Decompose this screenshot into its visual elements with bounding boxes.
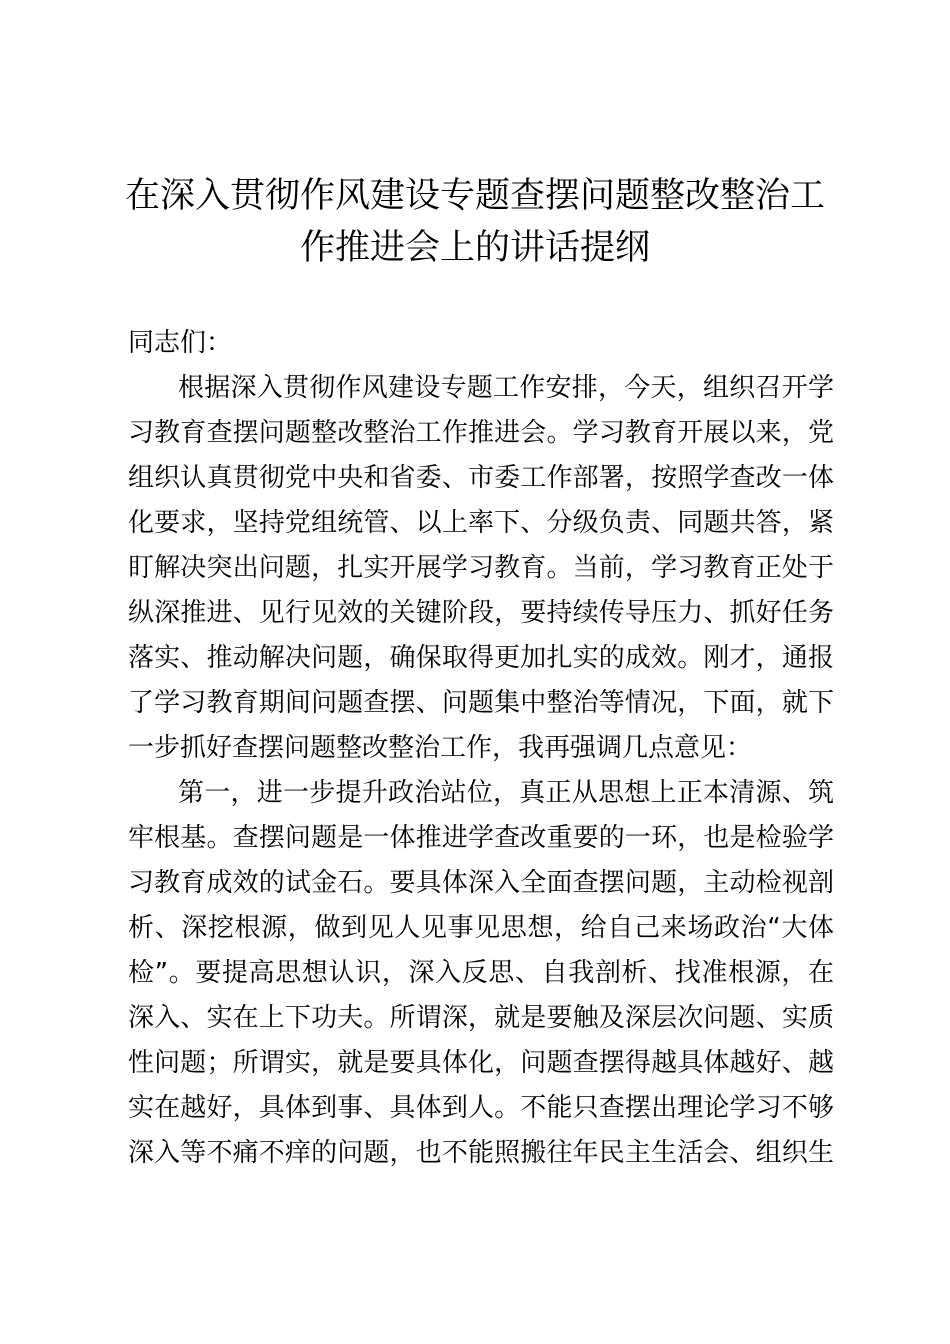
paragraph-line: 习教育成效的试金石。要具体深入全面查摆问题，主动检视剖 [128,868,834,898]
document-title [120,170,830,274]
paragraph-1 [128,366,834,771]
paragraph-line: 纵深推进、见行见效的关键阶段，要持续传导压力、抓好任务 [128,598,834,628]
salutation: 同志们： [128,328,233,358]
paragraph-line: 牢根基。查摆问题是一体推进学查改重要的一环，也是检验学 [128,823,834,853]
paragraph-line: 化要求，坚持党组统管、以上率下、分级负责、同题共答，紧 [128,508,834,538]
document-body [128,321,834,1176]
paragraph-line: 第一，进一步提升政治站位，真正从思想上正本清源、筑 [178,778,834,808]
title-line: 在深入贯彻作风建设专题查摆问题整改整治工 [124,176,825,216]
paragraph-line: 实在越好，具体到事、具体到人。不能只查摆出理论学习不够 [128,1093,834,1123]
paragraph-line: 析、深挖根源，做到见人见事见思想，给自己来场政治“大体 [128,913,834,943]
paragraph-line: 根据深入贯彻作风建设专题工作安排，今天，组织召开学 [178,373,834,403]
title-line: 作推进会上的讲话提纲 [299,228,650,268]
paragraph-line: 深入、实在上下功夫。所谓深，就是要触及深层次问题、实质 [128,1003,834,1033]
paragraph-line: 深入等不痛不痒的问题，也不能照搬往年民主生活会、组织生 [128,1138,834,1168]
paragraph-line: 一步抓好查摆问题整改整治工作，我再强调几点意见： [128,733,753,763]
paragraph-line: 了学习教育期间问题查摆、问题集中整治等情况，下面，就下 [128,688,834,718]
paragraph-line: 检”。要提高思想认识，深入反思、自我剖析、找准根源，在 [128,958,834,988]
paragraph-2 [128,771,834,1176]
paragraph-line: 组织认真贯彻党中央和省委、市委工作部署，按照学查改一体 [128,463,834,493]
paragraph-line: 性问题；所谓实，就是要具体化，问题查摆得越具体越好、越 [128,1048,834,1078]
paragraph-line: 盯解决突出问题，扎实开展学习教育。当前，学习教育正处于 [128,553,834,583]
paragraph-line: 落实、推动解决问题，确保取得更加扎实的成效。刚才，通报 [128,643,834,673]
paragraph-line: 习教育查摆问题整改整治工作推进会。学习教育开展以来，党 [128,418,834,448]
